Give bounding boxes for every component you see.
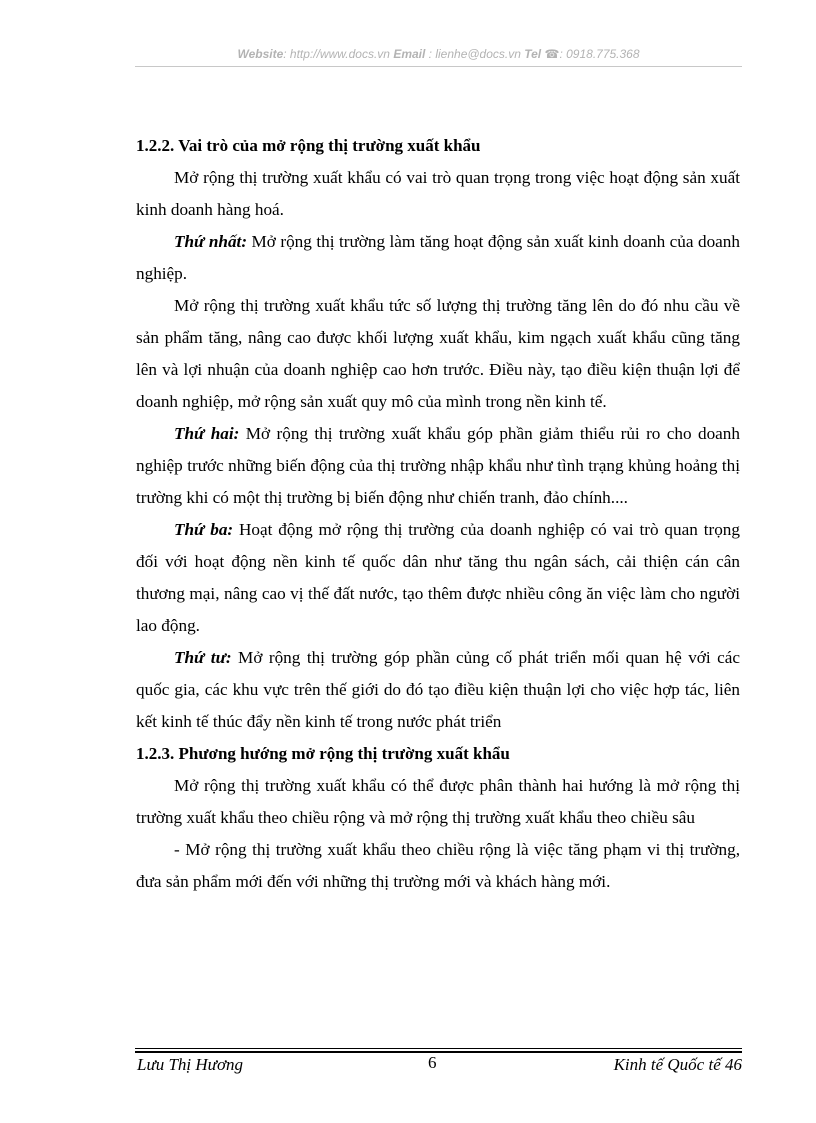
email-value: : lienhe@docs.vn (428, 47, 521, 61)
email-label: Email (393, 47, 426, 61)
paragraph-third-role (136, 514, 740, 642)
paragraph-text: Mở rộng thị trường làm tăng hoạt động sản xuất kinh doanh của doanh nghiệp. (136, 232, 740, 283)
footer-class: Kinh tế Quốc tế 46 (613, 1055, 742, 1074)
section-heading-1-2-2: 1.2.2. Vai trò của mở rộng thị trường xuất khẩu (136, 136, 481, 155)
paragraph: Mở rộng thị trường xuất khẩu có vai trò quan trọng trong việc hoạt động sản xuất kinh doanh hàng hoá. (136, 168, 740, 219)
tel-label: Tel (524, 47, 542, 61)
paragraph: - Mở rộng thị trường xuất khẩu theo chiều rộng là việc tăng phạm vi thị trường, đưa sản phẩm mới đến với những thị trường mới và khách hàng mới. (136, 840, 740, 891)
website-value: : http://www.docs.vn (283, 47, 390, 61)
paragraph-text: Mở rộng thị trường góp phần củng cố phát triển mối quan hệ với các quốc gia, các khu vực trên thế giới do đó tạo điều kiện thuận lợi cho việc hợp tác, liên kết kinh tế thúc đẩy nền kinh tế trong nước phát triển (136, 648, 740, 731)
footer-divider-thin (135, 1048, 742, 1049)
header-divider (135, 66, 742, 67)
page-header (135, 47, 742, 61)
phone-icon: ☎ (544, 47, 560, 61)
tel-value: : 0918.775.368 (559, 47, 640, 61)
paragraph-text: Hoạt động mở rộng thị trường của doanh nghiệp có vai trò quan trọng đối với hoạt động nền kinh tế quốc dân như tăng thu ngân sách, cải thiện cán cân thương mại, nâng cao vị thế đất nước, tạo thêm được nhiều công ăn việc làm cho người lao động. (136, 520, 740, 635)
page-number: 6 (428, 1053, 437, 1072)
label-thu-ba: Thứ ba: (174, 520, 234, 539)
label-thu-tu: Thứ tư: (174, 648, 232, 667)
footer-divider-thick (135, 1051, 742, 1053)
document-body (136, 130, 740, 898)
website-label: Website (237, 47, 284, 61)
paragraph-first-role (136, 226, 740, 290)
paragraph: Mở rộng thị trường xuất khẩu có thể được phân thành hai hướng là mở rộng thị trường xuất khẩu theo chiều rộng và mở rộng thị trường xuất khẩu theo chiều sâu (136, 776, 740, 827)
footer-author: Lưu Thị Hương (137, 1055, 244, 1074)
paragraph-fourth-role (136, 642, 740, 738)
paragraph-second-role (136, 418, 740, 514)
label-thu-hai: Thứ hai: (174, 424, 240, 443)
section-heading-1-2-3: 1.2.3. Phương hướng mở rộng thị trường xuất khẩu (136, 744, 510, 763)
label-thu-nhat: Thứ nhất: (174, 232, 248, 251)
paragraph: Mở rộng thị trường xuất khẩu tức số lượng thị trường tăng lên do đó nhu cầu về sản phẩm tăng, nâng cao được khối lượng xuất khẩu, kim ngạch xuất khẩu cũng tăng lên và lợi nhuận của doanh nghiệp cao hơn trước. Điều này, tạo điều kiện thuận lợi để doanh nghiệp, mở rộng sản xuất quy mô của mình trong nền kinh tế. (136, 296, 740, 411)
paragraph-text: Mở rộng thị trường xuất khẩu góp phần giảm thiểu rủi ro cho doanh nghiệp trước những biến động của thị trường nhập khẩu như tình trạng khủng hoảng thị trường khi có một thị trường bị biến động như chiến tranh, đảo chính.... (136, 424, 740, 507)
